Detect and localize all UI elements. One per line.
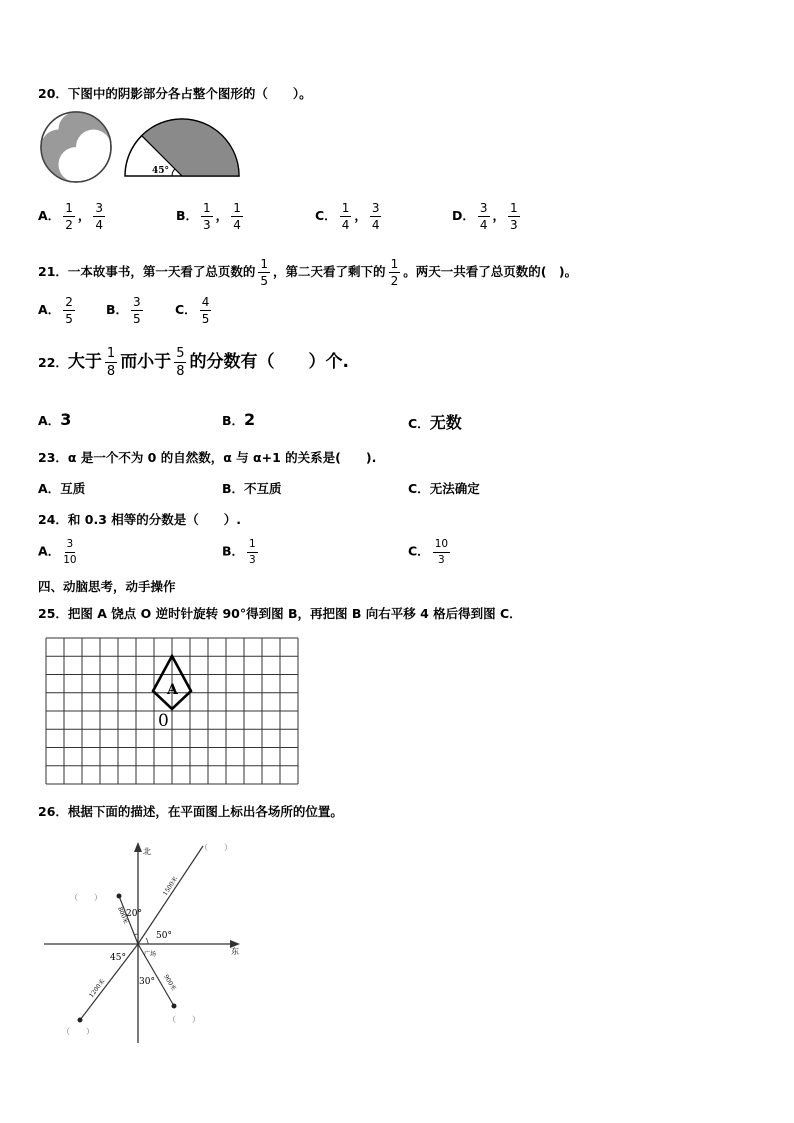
q24-option-b[interactable]: B． $\frac{1}{3}$ (222, 538, 256, 566)
q20-figures (38, 110, 248, 185)
q23-option-c[interactable]: C．无法确定 (408, 481, 480, 496)
q20-text: 20．下图中的阴影部分各占整个图形的（ ）。 (38, 86, 312, 101)
q21-text: 21．一本故事书，第一天看了总页数的 $\frac{1}{5}$ ，第二天看了剩下的 $\frac{1}{2}$ 。两天一共看了总页数的( )。 (38, 257, 578, 288)
q22-option-c[interactable]: C．无数 (408, 413, 462, 432)
grid (46, 638, 298, 784)
angle-45: 45° (110, 953, 126, 963)
semicircle-figure (125, 119, 239, 176)
point-nw (117, 894, 122, 899)
q21-option-c[interactable]: C． $\frac{4}{5}$ (175, 295, 210, 326)
q23-option-b[interactable]: B．不互质 (222, 481, 282, 496)
q20-option-d[interactable]: D． $\frac{3}{4}$ ， $\frac{1}{3}$ (452, 201, 518, 232)
q20-option-c[interactable]: C． $\frac{1}{4}$ ， $\frac{3}{4}$ (315, 201, 380, 232)
q20-option-a[interactable]: A． $\frac{1}{2}$ ， $\frac{3}{4}$ (38, 201, 103, 232)
q24-option-a[interactable]: A． $\frac{3}{10}$ (38, 538, 77, 566)
blank-sw: （ ） (62, 1027, 94, 1036)
blank-nw: （ ） (70, 893, 102, 902)
point-sw (78, 1018, 83, 1023)
blank-ne: （ ） (200, 843, 232, 852)
q24-text: 24．和 0.3 相等的分数是（ ）. (38, 512, 241, 527)
q23-option-a[interactable]: A．互质 (38, 481, 86, 496)
q25-text: 25．把图 A 饶点 O 逆时针旋转 90°得到图 B，再把图 B 向右平移 4 格后得到图 C． (38, 606, 522, 621)
center-label: 广场 (144, 951, 157, 958)
blank-se: （ ） (168, 1015, 200, 1024)
q23-text: 23．α 是一个不为 0 的自然数，α 与 α+1 的关系是( ). (38, 450, 377, 465)
q24-option-c[interactable]: C． $\frac{10}{3}$ (408, 538, 449, 566)
q22-option-a[interactable]: A．3 (38, 410, 72, 429)
section-title: 四、动脑思考，动手操作 (38, 579, 176, 594)
label-o: 0 (158, 711, 169, 731)
dist-se: 900米 (162, 973, 178, 993)
angle-50: 50° (156, 931, 172, 941)
north-arrow-icon (134, 842, 142, 852)
q26-text: 26．根据下面的描述，在平面图上标出各场所的位置。 (38, 804, 343, 819)
point-se (172, 1004, 177, 1009)
q22-text: 22．大于 $\frac{1}{8}$ 而小于 $\frac{5}{8}$ 的分数有（ ）个. (38, 346, 349, 379)
q26-map-figure (40, 838, 260, 1048)
q22-option-b[interactable]: B．2 (222, 410, 256, 429)
east-label: 东 (231, 947, 239, 956)
q21-option-b[interactable]: B． $\frac{3}{5}$ (106, 295, 141, 326)
q25-grid-figure (44, 636, 300, 788)
label-a: A (167, 682, 178, 698)
dist-ne: 1500米 (161, 875, 180, 898)
angle-30: 30° (139, 977, 155, 987)
angle-20: 20° (126, 909, 142, 919)
q20-option-b[interactable]: B． $\frac{1}{3}$ ， $\frac{1}{4}$ (176, 201, 241, 232)
angle-label: 45° (152, 166, 170, 176)
north-label: 北 (143, 847, 151, 856)
q21-option-a[interactable]: A． $\frac{2}{5}$ (38, 295, 73, 326)
dist-nw: 800米 (116, 906, 130, 925)
dist-sw: 1200米 (88, 977, 107, 1000)
pinwheel-figure (41, 112, 111, 182)
